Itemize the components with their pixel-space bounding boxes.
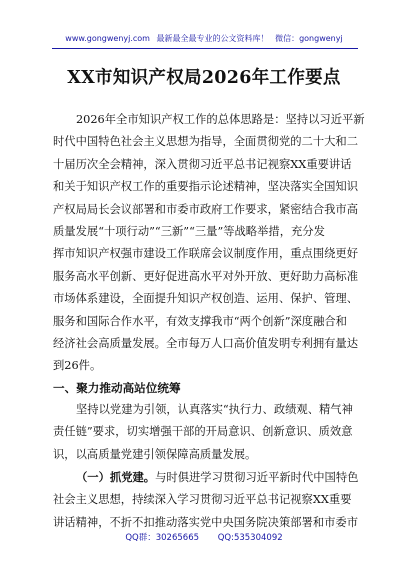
document-title: XX市知识产权局2026年工作要点 <box>67 68 341 88</box>
section1-line: 责任链”要求，切实增强干部的开局意识、创新意识、质效意 <box>53 425 353 439</box>
footer-qq-contact: QQ:535304092 <box>217 533 283 543</box>
header-wechat: 微信：gongwenyj <box>275 34 343 43</box>
footer-qq-group: QQ群：30265665 <box>125 533 200 543</box>
subsection1-paragraph <box>53 466 357 534</box>
header-divider <box>52 48 358 49</box>
subsection1-first-line <box>53 466 357 489</box>
intro-line: 2026年全市知识产权工作的总体思路是：坚持以习近平新 <box>76 113 365 126</box>
page-footer <box>60 533 348 543</box>
intro-line: 时代中国特色社会主义思想为指导，全面贯彻党的二十大和二 <box>53 135 359 149</box>
intro-line: 经济社会高质量发展。全市每万人口高价值发明专利拥有量达 <box>53 337 359 351</box>
subsection-lead: （一）抓党建。 <box>76 470 156 484</box>
intro-line: 产权局局长会议部署和市委市政府工作要求，紧密结合我市高 <box>53 202 359 216</box>
page-header <box>50 34 358 44</box>
site-url-link[interactable]: www.gongwenyj.com <box>65 34 150 43</box>
subsection1-line: 社会主义思想，持续深入学习贯彻习近平总书记视察XX重要 <box>53 493 352 507</box>
section1-line: 识，以高质量党建引领保障高质量发展。 <box>53 447 257 461</box>
intro-line: 质量发展“十项行动”“三新”“三量”等战略举措，充分发 <box>53 225 325 239</box>
section1-paragraph <box>53 399 357 466</box>
header-slogan: 最新最全最专业的公文资料库！ <box>156 34 269 43</box>
intro-line: 服务高水平创新、更好促进高水平对外开放、更好助力高标准 <box>53 269 359 283</box>
section1-line: 坚持以党建为引领，认真落实“执行力、政绩观、精气神 <box>76 403 353 416</box>
intro-line: 到26件。 <box>53 359 102 373</box>
intro-line: 服务和国际合作水平，有效支撑我市“两个创新”深度融合和 <box>53 314 347 328</box>
intro-line: 十届历次全会精神，深入贯彻习近平总书记视察XX重要讲话 <box>53 157 352 171</box>
intro-line: 和关于知识产权工作的重要指示论述精神，坚决落实全国知识 <box>53 180 359 194</box>
subsection1-line: 讲话精神，不折不扣推动落实党中央国务院决策部署和市委市 <box>53 515 359 529</box>
subsection1-first-line-text: 与时俱进学习贯彻习近平新时代中国特色 <box>155 471 359 484</box>
section-heading: 一、聚力推动高站位统筹 <box>53 381 181 395</box>
intro-line: 市场体系建设，全面提升知识产权创造、运用、保护、管理、 <box>53 292 359 306</box>
intro-paragraph <box>53 109 365 378</box>
intro-line: 挥市知识产权强市建设工作联席会议制度作用，重点围绕更好 <box>53 247 359 261</box>
